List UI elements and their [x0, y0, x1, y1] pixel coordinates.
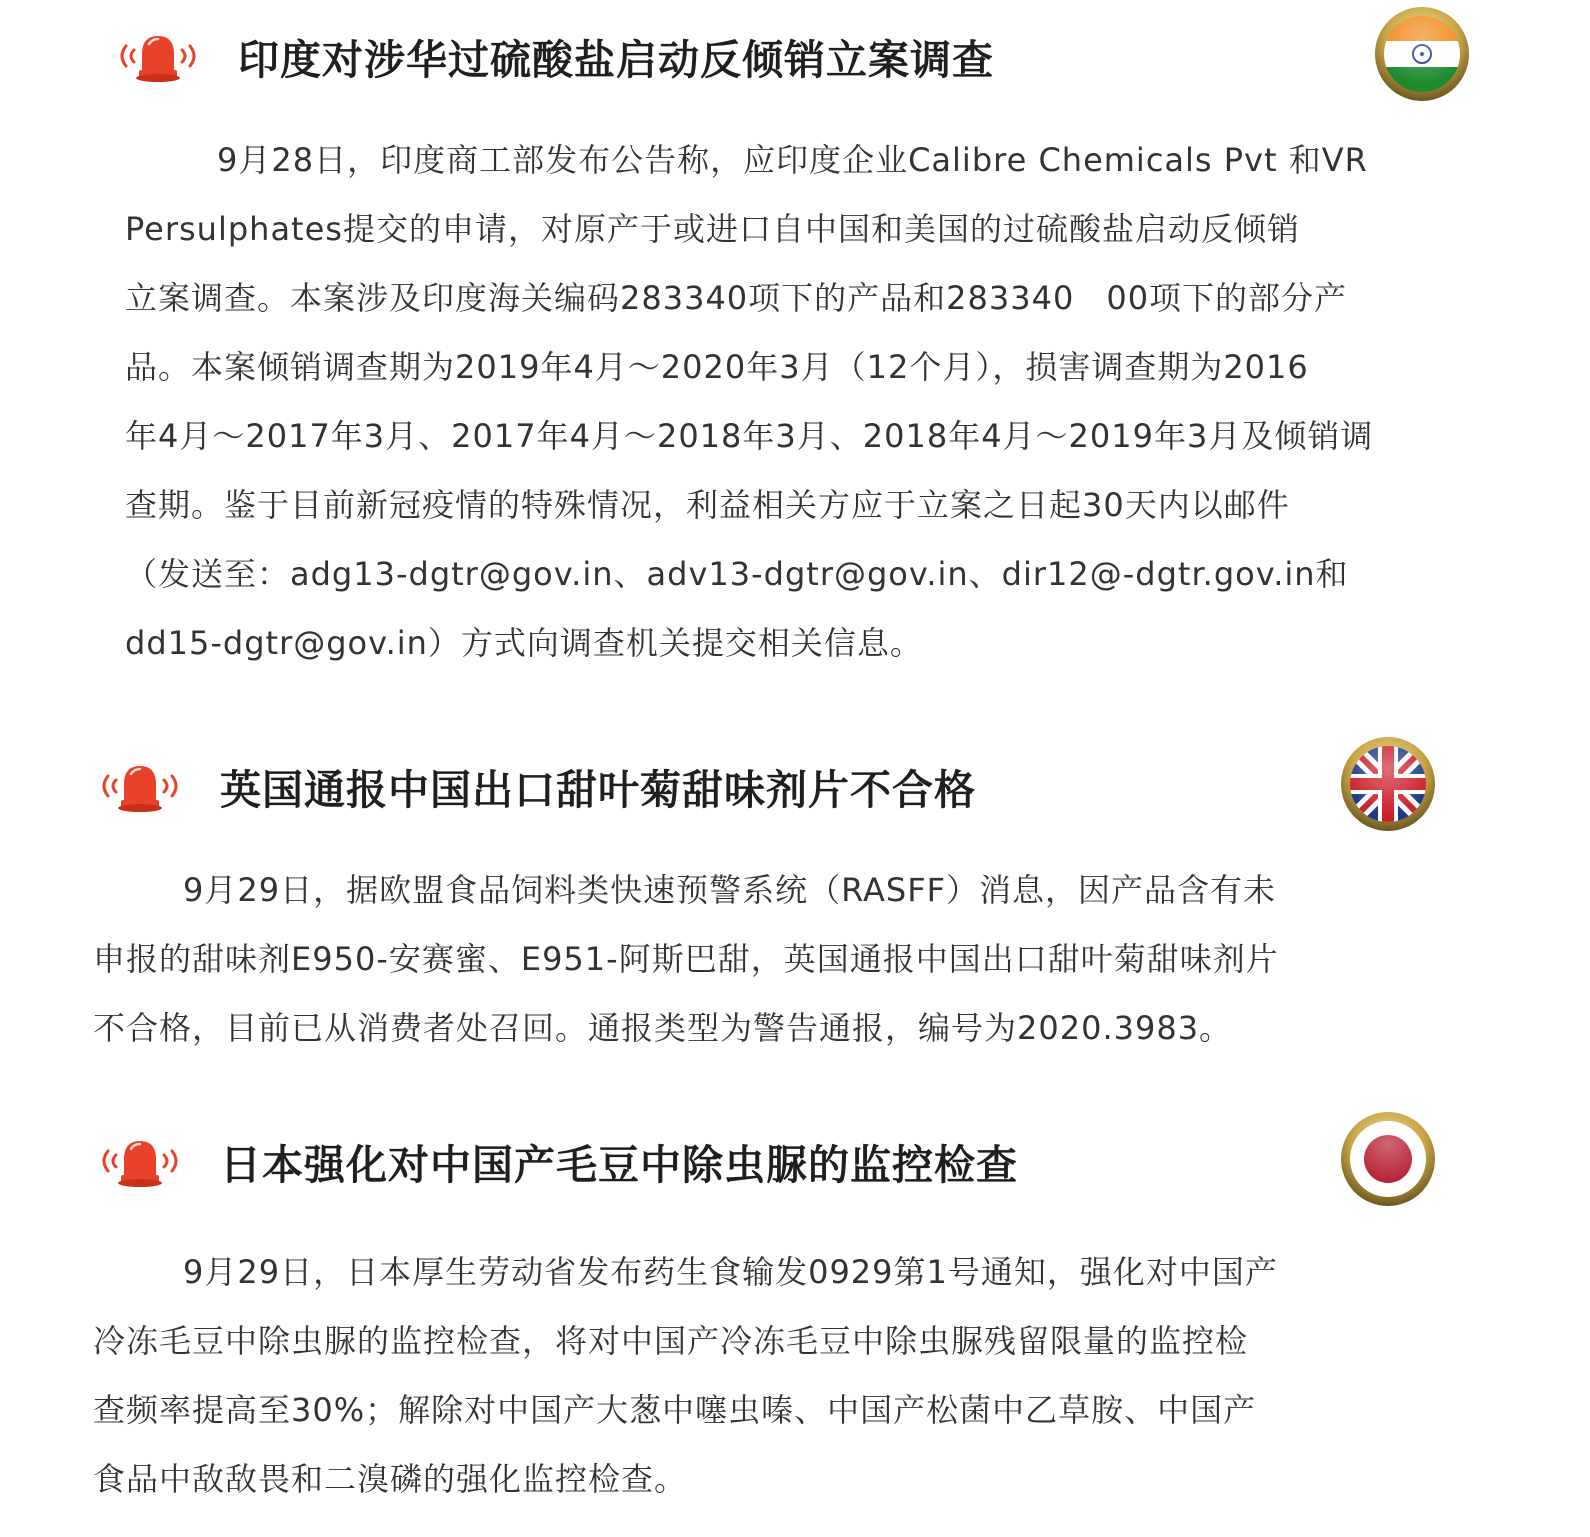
- uk-flag-icon: [1340, 736, 1436, 832]
- body-line: 申报的甜味剂E950-安赛蜜、E951-阿斯巴甜，英国通报中国出口甜叶菊甜味剂片: [93, 940, 1279, 978]
- body-line-group: [125, 264, 1465, 333]
- india-flag-icon: [1374, 6, 1470, 102]
- article-title-row: [94, 1111, 1018, 1211]
- japan-flag-icon: [1340, 1111, 1436, 1207]
- body-line: 立案调查。本案涉及印度海关编码283340项下的产品和283340: [125, 279, 1075, 317]
- body-line: 查频率提高至30%；解除对中国产大葱中噻虫嗪、中国产松菌中乙草胺、中国产: [93, 1391, 1257, 1429]
- body-line: 食品中敌敌畏和二溴磷的强化监控检查。: [93, 1460, 688, 1498]
- body-line: 不合格，目前已从消费者处召回。通报类型为警告通报，编号为2020.3983。: [93, 1009, 1233, 1047]
- body-line: Persulphates提交的申请，对原产于或进口自中国和美国的过硫酸盐启动反倾销: [125, 210, 1300, 248]
- alarm-bell-icon: [94, 756, 186, 816]
- body-line: 查期。鉴于目前新冠疫情的特殊情况，利益相关方应于立案之日起30天内以邮件: [125, 486, 1290, 524]
- article-title: 印度对涉华过硫酸盐启动反倾销立案调查: [238, 35, 994, 84]
- article-body: [93, 856, 1433, 1063]
- body-line: 品。本案倾销调查期为2019年4月～2020年3月（12个月），损害调查期为2016: [125, 348, 1309, 386]
- body-line: 9月29日，日本厚生劳动省发布药生食输发0929第1号通知，强化对中国产: [183, 1253, 1278, 1291]
- body-line: 年4月～2017年3月、2017年4月～2018年3月、2018年4月～2019年3月及倾销调: [125, 417, 1374, 455]
- article-body: [125, 126, 1465, 678]
- article-title: 日本强化对中国产毛豆中除虫脲的监控检查: [220, 1140, 1018, 1189]
- body-line: （发送至：adg13-dgtr@gov.in、adv13-dgtr@gov.in、dir12@-dgtr.gov.in和: [125, 555, 1349, 593]
- body-line: 冷冻毛豆中除虫脲的监控检查，将对中国产冷冻毛豆中除虫脲残留限量的监控检: [93, 1322, 1249, 1360]
- body-line: dd15-dgtr@gov.in）方式向调查机关提交相关信息。: [125, 624, 923, 662]
- article-body: [93, 1238, 1433, 1514]
- body-line: 9月28日，印度商工部发布公告称，应印度企业Calibre Chemicals Pvt 和VR: [217, 141, 1368, 179]
- article-title-row: [112, 6, 994, 106]
- alarm-bell-icon: [112, 26, 204, 86]
- body-line: 00项下的部分产: [1106, 279, 1348, 317]
- body-line: 9月29日，据欧盟食品饲料类快速预警系统（RASFF）消息，因产品含有未: [183, 871, 1277, 909]
- alarm-bell-icon: [94, 1131, 186, 1191]
- article-title: 英国通报中国出口甜叶菊甜味剂片不合格: [220, 765, 976, 814]
- article-title-row: [94, 736, 976, 836]
